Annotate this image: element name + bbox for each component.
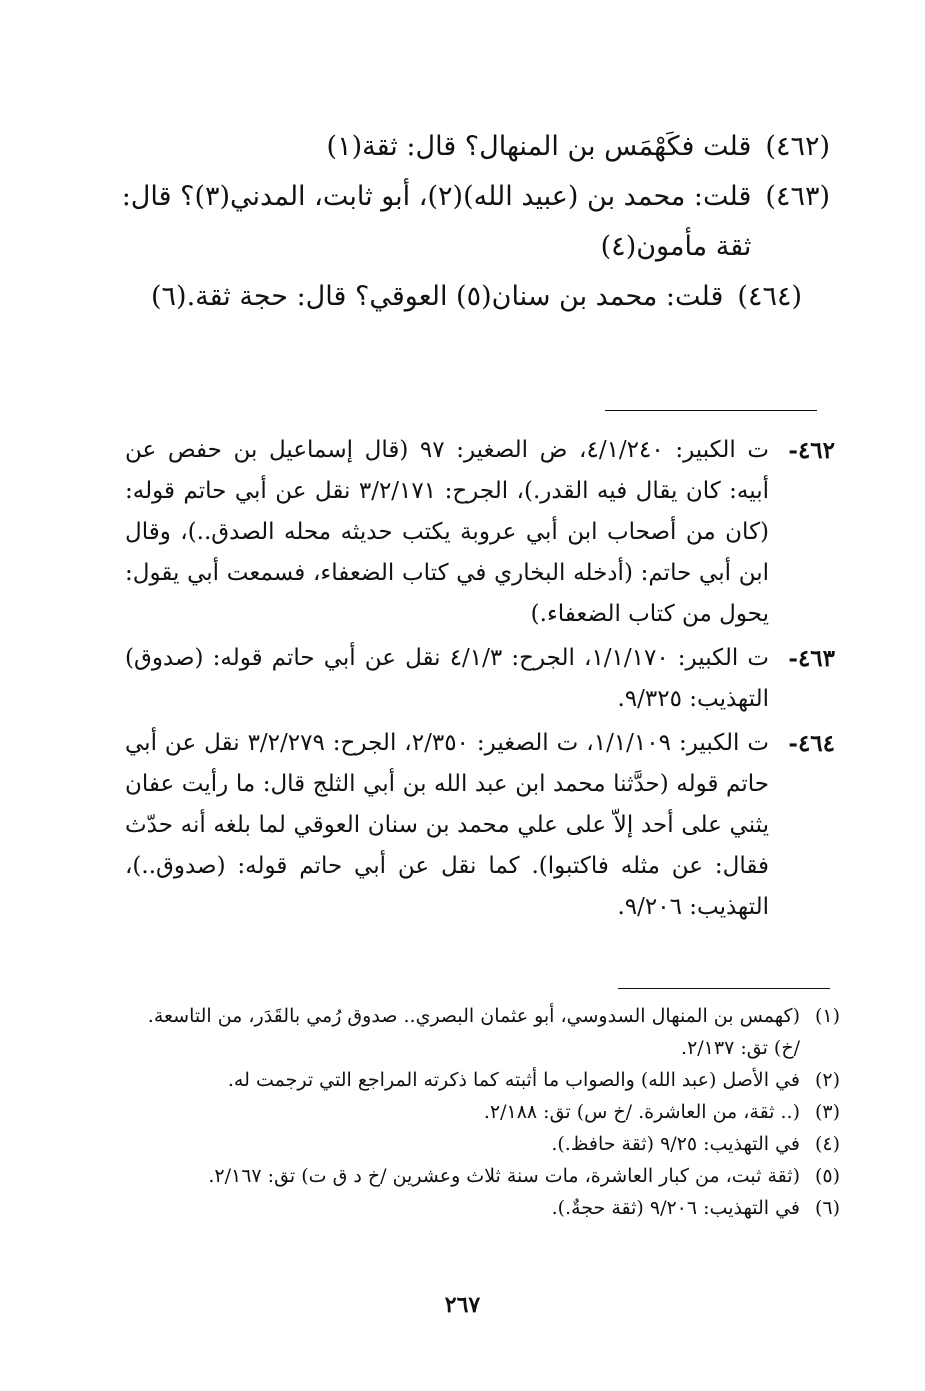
commentary-text: ت الكبير: ١/١/١٠٩، ت الصغير: ٢/٣٥٠، الجرح: ٣/٢/٢٧٩ نقل عن أبي حاتم قوله (حدَّثنا محمد ابن عبد الله بن أبي الثلج قال: ما رأيت عفان يثني على أحد إلاّ على علي محمد بن سنان العوقي لما بلغه أنه حدّث فقال: عن مثله فاكتبوا). كما نقل عن أبي حاتم قوله: (صدوق..)، التهذيب: ٩/٢٠٦.: [125, 730, 769, 920]
entry-number: (٤٦٢): [765, 131, 830, 162]
footnote-text: في الأصل (عبد الله) والصواب ما أثبته كما ذكرته المراجع التي ترجمت له.: [227, 1069, 800, 1091]
footnote-text: في التهذيب: ٩/٢٥ (ثقة حافظ.).: [551, 1133, 800, 1155]
footnotes-section: [140, 1000, 840, 1224]
commentary-item: [125, 723, 835, 928]
footnote-number: (٢): [814, 1069, 840, 1091]
main-entry: [110, 172, 830, 272]
footnote: [140, 1000, 840, 1064]
footnote-number: (١): [814, 1005, 840, 1027]
commentary-number: ٤٦٣-: [788, 645, 835, 672]
entry-text: قلت: محمد بن سنان(٥) العوقي؟ قال: حجة ثقة.(٦): [150, 281, 724, 312]
footnote-number: (٥): [814, 1165, 840, 1187]
entry-text: قلت فكَهْمَس بن المنهال؟ قال: ثقة(١): [326, 131, 752, 162]
entry-number: (٤٦٤): [737, 281, 802, 312]
entry-text: قلت: محمد بن (عبيد الله)(٢)، أبو ثابت، المدني(٣)؟ قال: ثقة مأمون(٤): [121, 181, 752, 262]
commentary-text: ت الكبير: ١/١/١٧٠، الجرح: ٤/١/٣ نقل عن أبي حاتم قوله: (صدوق) التهذيب: ٩/٣٢٥.: [125, 645, 769, 712]
footnote: [140, 1096, 840, 1128]
commentary-text: ت الكبير: ٤/١/٢٤٠، ض الصغير: ٩٧ (قال إسماعيل بن حفص عن أبيه: كان يقال فيه القدر.)، الجرح: ٣/٢/١٧١ نقل عن أبي حاتم قوله: (كان من أصحاب ابن أبي عروبة يكتب حديثه محله الصدق..)، وقال ابن أبي حاتم: (أدخله البخاري في كتاب الضعفاء، فسمعت أبي يقول: يحول من كتاب الضعفاء.): [125, 437, 770, 627]
main-entry: [110, 122, 830, 172]
main-entry: [110, 272, 802, 322]
commentary-number: ٤٦٤-: [788, 730, 835, 757]
commentary-item: [125, 638, 835, 720]
footnote-number: (٤): [814, 1133, 840, 1155]
commentary-number: ٤٦٢-: [788, 437, 835, 464]
footnote: [140, 1192, 840, 1224]
commentary-section: [125, 430, 835, 931]
page-number: ٢٦٧: [444, 1292, 481, 1318]
footnote: [140, 1064, 840, 1096]
main-entries: [110, 122, 830, 322]
commentary-item: [125, 430, 835, 635]
footnote-text: (.. ثقة، من العاشرة. /خ س) تق: ٢/١٨٨.: [483, 1101, 800, 1123]
footnote-number: (٦): [814, 1197, 840, 1219]
footnote-number: (٣): [814, 1101, 840, 1123]
entry-number: (٤٦٣): [765, 181, 830, 212]
footnote-text: (كهمس بن المنهال السدوسي، أبو عثمان البصري.. صدوق رُمي بالقَدَر، من التاسعة. /خ) تق: ٢/١٣٧.: [147, 1005, 800, 1059]
footnote-text: في التهذيب: ٩/٢٠٦ (ثقة حجةٌ.).: [551, 1197, 800, 1219]
footnote-separator: [618, 988, 830, 989]
footnote: [140, 1128, 840, 1160]
commentary-separator: [605, 410, 817, 411]
footnote-text: (ثقة ثبت، من كبار العاشرة، مات سنة ثلاث وعشرين /خ د ق ت) تق: ٢/١٦٧.: [208, 1165, 800, 1187]
footnote: [140, 1160, 840, 1192]
